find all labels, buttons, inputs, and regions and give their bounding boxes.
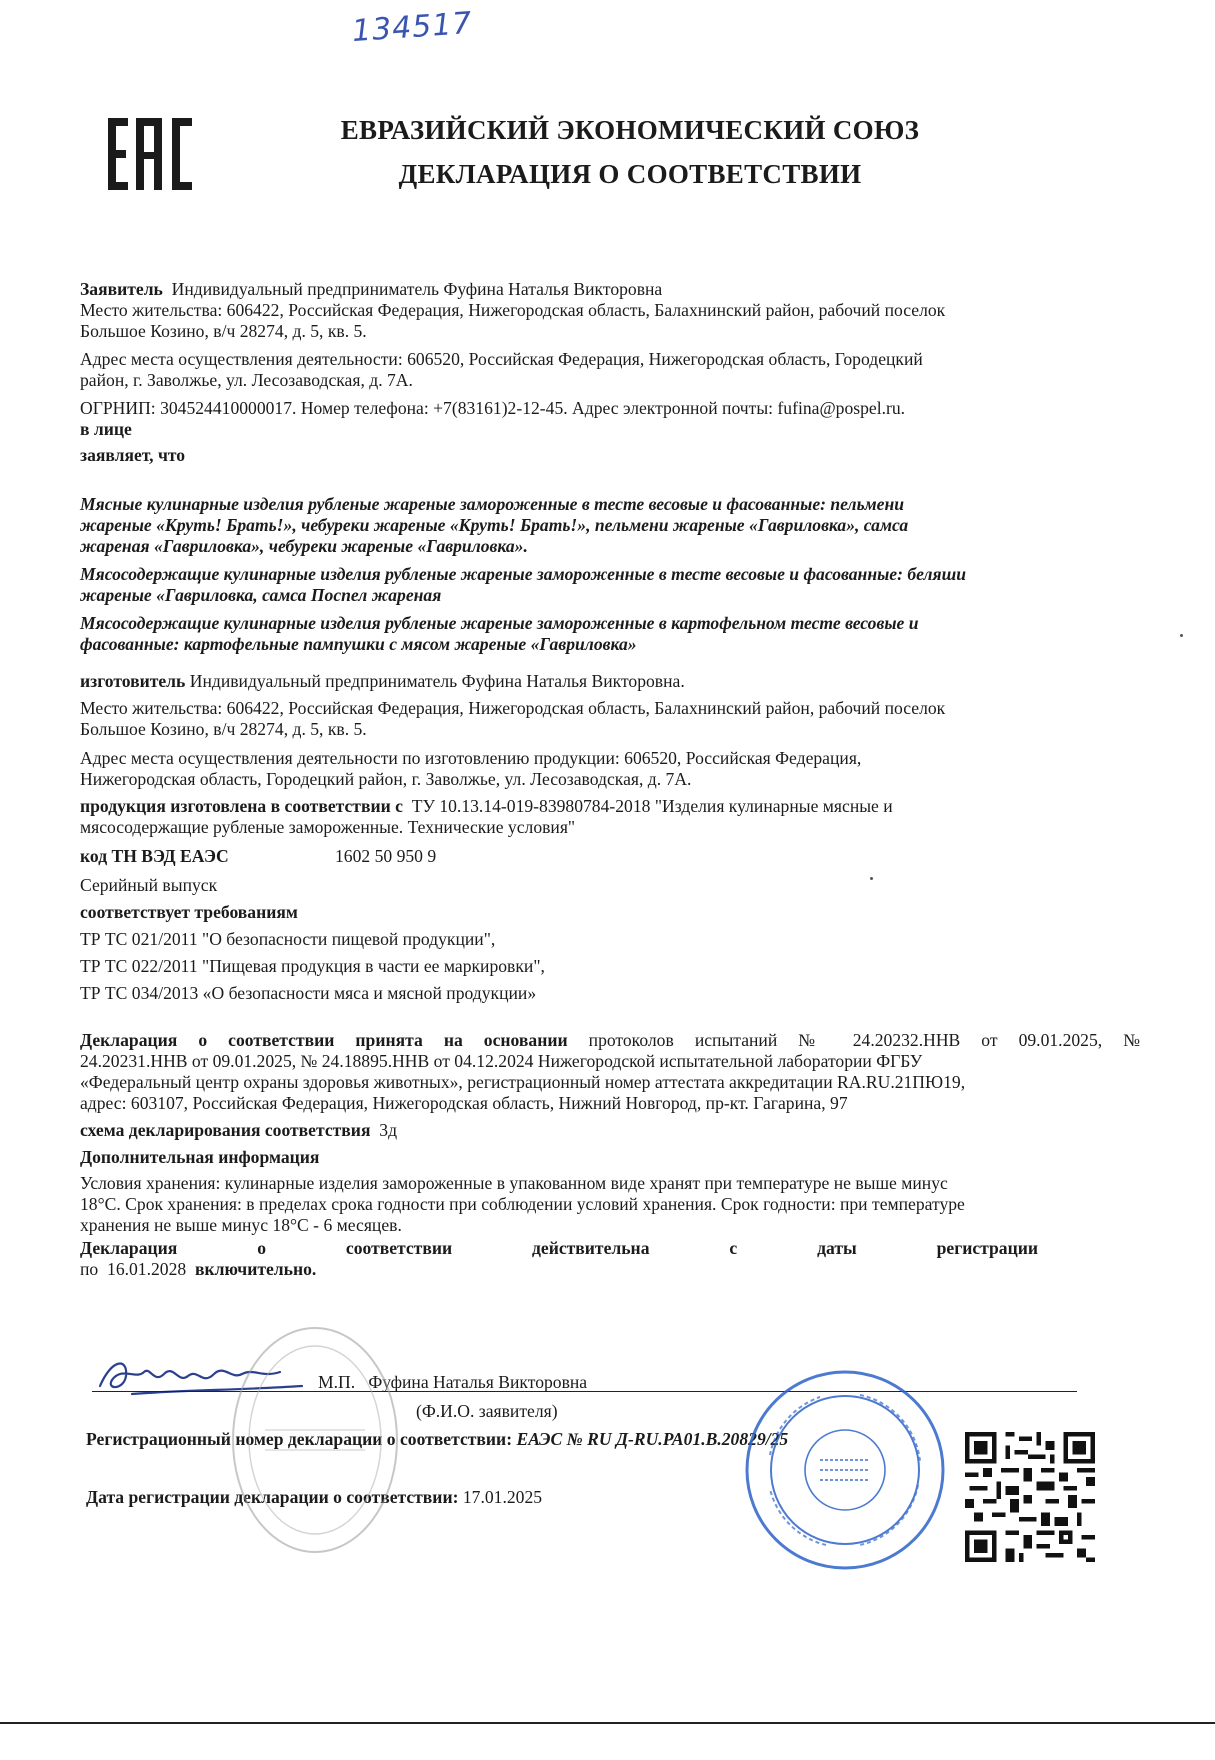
product-group-1-line-1: Мясные кулинарные изделия рубленые жареные замороженные в тесте весовые и фасованные: пельмени bbox=[80, 494, 905, 514]
tn-ved-value: 1602 50 950 9 bbox=[335, 846, 437, 866]
standard-value-1: ТУ 10.13.14-019-83980784-2018 "Изделия кулинарные мясные и bbox=[411, 796, 893, 816]
validity-line-1: Декларация о соответствии действительна с даты регистрации bbox=[80, 1238, 1038, 1258]
product-group-3-line-2: фасованные: картофельные пампушки с мясом жареные «Гавриловка» bbox=[80, 634, 637, 654]
standard-label: продукция изготовлена в соответствии с bbox=[80, 796, 403, 816]
manufacturer-section bbox=[80, 671, 1140, 1004]
manufacturer-production-1: Адрес места осуществления деятельности по изготовлению продукции: 606520, Российская Федерация, bbox=[80, 748, 862, 768]
basis-line-4: адрес: 603107, Российская Федерация, Нижегородская область, Нижний Новгород, пр-кт. Гагарина, 97 bbox=[80, 1093, 848, 1113]
declares-label: заявляет, что bbox=[80, 445, 186, 465]
applicant-residence-1: Место жительства: 606422, Российская Федерация, Нижегородская область, Балахнинский район, рабочий поселок bbox=[80, 300, 946, 320]
additional-info-line-3: хранения не выше минус 18°С - 6 месяцев. bbox=[80, 1215, 402, 1235]
registration-number-value: ЕАЭС № RU Д-RU.РА01.В.20829/25 bbox=[516, 1429, 789, 1449]
manufacturer-residence-2: Большое Козино, в/ч 28274, д. 5, кв. 5. bbox=[80, 719, 367, 739]
registration-date-label: Дата регистрации декларации о соответствии: bbox=[86, 1487, 459, 1507]
registration-date-value: 17.01.2025 bbox=[462, 1487, 543, 1507]
validity-by: по bbox=[80, 1259, 99, 1279]
qr-code-icon[interactable] bbox=[965, 1432, 1095, 1562]
scheme-value: 3д bbox=[379, 1120, 398, 1140]
product-group-3-line-1: Мясосодержащие кулинарные изделия рубленые жареные замороженные в картофельном тесте весовые и bbox=[80, 613, 919, 633]
union-title: ЕВРАЗИЙСКИЙ ЭКОНОМИЧЕСКИЙ СОЮЗ bbox=[340, 115, 920, 145]
applicant-activity-2: район, г. Заволжье, ул. Лесозаводская, д. 7А. bbox=[80, 370, 413, 390]
manufacturer-production-2: Нижегородская область, Городецкий район, г. Заволжье, ул. Лесозаводская, д. 7А. bbox=[80, 769, 692, 789]
applicant-label: Заявитель bbox=[80, 279, 163, 299]
manufacturer-residence-1: Место жительства: 606422, Российская Федерация, Нижегородская область, Балахнинский район, рабочий поселок bbox=[80, 698, 946, 718]
basis-line-3: «Федеральный центр охраны здоровья животных», регистрационный номер аттестата аккредитации RA.RU.21ПЮ19, bbox=[80, 1072, 966, 1092]
registration-number-label: Регистрационный номер декларации о соответствии: bbox=[86, 1429, 513, 1449]
requirement-item: ТР ТС 034/2013 «О безопасности мяса и мясной продукции» bbox=[80, 983, 537, 1003]
applicant-section bbox=[80, 279, 1140, 466]
manufacturer-name: Индивидуальный предприниматель Фуфина Наталья Викторовна. bbox=[189, 671, 685, 691]
applicant-ogrnip: ОГРНИП: 304524410000017. Номер телефона: +7(83161)2-12-45. Адрес электронной почты: fufina@pospel.ru. bbox=[80, 398, 906, 418]
additional-info-line-1: Условия хранения: кулинарные изделия замороженные в упакованном виде хранят при температуре не выше минус bbox=[80, 1173, 948, 1193]
requirement-item: ТР ТС 022/2011 "Пищевая продукция в части ее маркировки", bbox=[80, 956, 545, 976]
serial-release: Серийный выпуск bbox=[80, 875, 218, 895]
manufacturer-label: изготовитель bbox=[80, 671, 186, 691]
applicant-activity-1: Адрес места осуществления деятельности: 606520, Российская Федерация, Нижегородская область, Городецкий bbox=[80, 349, 923, 369]
document-header bbox=[270, 108, 990, 196]
products-section bbox=[80, 494, 1140, 655]
product-group-2-line-2: жареные «Гавриловка, самса Поспел жареная bbox=[80, 585, 442, 605]
requirements-label: соответствует требованиям bbox=[80, 902, 298, 922]
product-group-1-line-3: жареная «Гавриловка», чебуреки жареные «Гавриловка». bbox=[80, 536, 528, 556]
basis-line-1: протоколов испытаний № 24.20232.HHB от 09.01.2025, № bbox=[588, 1030, 1140, 1050]
requirement-item: ТР ТС 021/2011 "О безопасности пищевой продукции", bbox=[80, 929, 496, 949]
company-round-stamp-icon bbox=[740, 1365, 950, 1575]
scan-speck bbox=[870, 877, 873, 880]
product-group-2-line-1: Мясосодержащие кулинарные изделия рубленые жареные замороженные в тесте весовые и фасованные: беляши bbox=[80, 564, 967, 584]
applicant-residence-2: Большое Козино, в/ч 28274, д. 5, кв. 5. bbox=[80, 321, 367, 341]
signer-caption-wrap bbox=[416, 1401, 716, 1422]
validity-date: 16.01.2028 bbox=[107, 1259, 187, 1279]
basis-section bbox=[80, 1030, 1140, 1280]
signer-name: Фуфина Наталья Викторовна bbox=[368, 1372, 588, 1392]
basis-label: Декларация о соответствии принята на основании bbox=[80, 1030, 568, 1050]
eac-logo-icon bbox=[108, 118, 192, 190]
page-bottom-border bbox=[0, 1722, 1215, 1724]
in-person-label: в лице bbox=[80, 419, 132, 439]
scheme-label: схема декларирования соответствия bbox=[80, 1120, 371, 1140]
registration-date-row bbox=[86, 1487, 786, 1508]
additional-info-line-2: 18°С. Срок хранения: в пределах срока годности при соблюдении условий хранения. Срок годности: при температуре bbox=[80, 1194, 965, 1214]
additional-info-label: Дополнительная информация bbox=[80, 1147, 320, 1167]
mp-label: М.П. bbox=[318, 1372, 356, 1392]
applicant-seal-icon bbox=[225, 1320, 405, 1560]
product-group-1-line-2: жареные «Круть! Брать!», чебуреки жареные «Круть! Брать!», пельмени жареные «Гавриловка», самса bbox=[80, 515, 909, 535]
validity-inclusive: включительно. bbox=[194, 1259, 317, 1279]
declaration-title: ДЕКЛАРАЦИЯ О СООТВЕТСТВИИ bbox=[398, 159, 862, 189]
basis-line-2: 24.20231.HHB от 09.01.2025, № 24.18895.HHB от 04.12.2024 Нижегородской испытательной лаборатории ФГБУ bbox=[80, 1051, 923, 1071]
applicant-name: Индивидуальный предприниматель Фуфина Наталья Викторовна bbox=[171, 279, 663, 299]
handwritten-number: 134517 bbox=[350, 5, 474, 50]
signer-caption: (Ф.И.О. заявителя) bbox=[416, 1401, 558, 1421]
scan-speck bbox=[1180, 634, 1183, 637]
standard-value-2: мясосодержащие рубленые замороженные. Технические условия" bbox=[80, 817, 576, 837]
tn-ved-label: код ТН ВЭД ЕАЭС bbox=[80, 846, 229, 866]
